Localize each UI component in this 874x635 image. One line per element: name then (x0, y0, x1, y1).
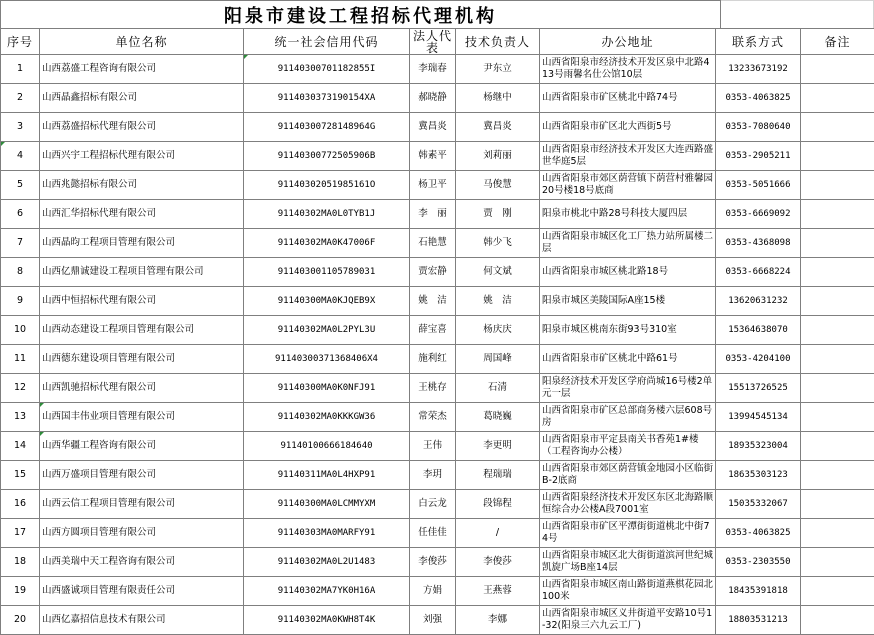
tech-lead-cell[interactable]: 何文斌 (456, 258, 540, 287)
remark-cell[interactable] (801, 461, 874, 490)
row-number-cell[interactable]: 2 (1, 84, 40, 113)
row-number-cell[interactable]: 11 (1, 345, 40, 374)
header-legal[interactable]: 法人代表 (410, 29, 456, 55)
phone-cell[interactable]: 13994545134 (716, 403, 801, 432)
address-cell[interactable]: 山西省阳泉市郊区荫营镇金地园小区临街B-2底商 (540, 461, 716, 490)
address-cell[interactable]: 山西省阳泉市矿区桃北中路61号 (540, 345, 716, 374)
header-name[interactable]: 单位名称 (40, 29, 244, 55)
legal-rep-cell[interactable]: 冀昌炎 (410, 113, 456, 142)
tech-lead-cell[interactable]: 周国峰 (456, 345, 540, 374)
title-empty-cell[interactable] (721, 0, 874, 28)
credit-code-cell[interactable]: 91140302MA0L2PYL3U (244, 316, 410, 345)
company-name-cell[interactable]: 山西德东建设项目管理有限公司 (40, 345, 244, 374)
tech-lead-cell[interactable]: 杨继中 (456, 84, 540, 113)
phone-cell[interactable]: 0353-6668224 (716, 258, 801, 287)
legal-rep-cell[interactable]: 韩素平 (410, 142, 456, 171)
credit-code-cell[interactable]: 91140300MA0K0NFJ91 (244, 374, 410, 403)
company-name-cell[interactable]: 山西中恒招标代理有限公司 (40, 287, 244, 316)
company-name-cell[interactable]: 山西晶昀工程项目管理有限公司 (40, 229, 244, 258)
table-row (1, 229, 874, 258)
credit-code-cell[interactable]: 91140303MA0MARFY91 (244, 519, 410, 548)
row-number-cell[interactable]: 7 (1, 229, 40, 258)
legal-rep-cell[interactable]: 王伟 (410, 432, 456, 461)
remark-cell[interactable] (801, 113, 874, 142)
row-number-cell[interactable]: 16 (1, 490, 40, 519)
credit-code-cell[interactable]: 91140300MA0KJQEB9X (244, 287, 410, 316)
remark-cell[interactable] (801, 200, 874, 229)
address-cell[interactable]: 山西省阳泉市城区南山路街道燕棋花园北100米 (540, 577, 716, 606)
address-cell[interactable]: 阳泉市桃北中路28号科技大厦四层 (540, 200, 716, 229)
company-name-cell[interactable]: 山西荔盛工程咨询有限公司 (40, 55, 244, 84)
row-number-cell[interactable]: 8 (1, 258, 40, 287)
tech-lead-cell[interactable]: 李更明 (456, 432, 540, 461)
phone-cell[interactable]: 0353-4204100 (716, 345, 801, 374)
credit-code-cell[interactable]: 91140302MA7YK0H16A (244, 577, 410, 606)
remark-cell[interactable] (801, 345, 874, 374)
address-cell[interactable]: 山西省阳泉市矿区桃北中路74号 (540, 84, 716, 113)
legal-rep-cell[interactable]: 方娟 (410, 577, 456, 606)
row-number-cell[interactable]: 13 (1, 403, 40, 432)
credit-code-cell[interactable]: 91140300728148964G (244, 113, 410, 142)
table-row (1, 113, 874, 142)
address-cell[interactable]: 山西省阳泉市城区桃北路18号 (540, 258, 716, 287)
header-code[interactable]: 统一社会信用代码 (244, 29, 410, 55)
table-row (1, 171, 874, 200)
remark-cell[interactable] (801, 171, 874, 200)
address-cell[interactable]: 阳泉市城区桃南东街93号310室 (540, 316, 716, 345)
company-name-cell[interactable]: 山西美瑞中天工程咨询有限公司 (40, 548, 244, 577)
credit-code-cell[interactable]: 91140300772505906B (244, 142, 410, 171)
credit-code-cell[interactable]: 91140300701182855I (244, 55, 410, 84)
tech-lead-cell[interactable]: 韩少飞 (456, 229, 540, 258)
phone-cell[interactable]: 0353-5051666 (716, 171, 801, 200)
phone-cell[interactable]: 18435391818 (716, 577, 801, 606)
tech-lead-cell[interactable]: 刘莉丽 (456, 142, 540, 171)
table-row (1, 403, 874, 432)
credit-code-cell[interactable]: 91140303731901​54XA (244, 84, 410, 113)
tech-lead-cell[interactable]: 杨庆庆 (456, 316, 540, 345)
table-row (1, 200, 874, 229)
legal-rep-cell[interactable]: 白云龙 (410, 490, 456, 519)
legal-rep-cell[interactable]: 贾宏静 (410, 258, 456, 287)
remark-cell[interactable] (801, 374, 874, 403)
remark-cell[interactable] (801, 55, 874, 84)
legal-rep-cell[interactable]: 刘强 (410, 606, 456, 635)
company-name-cell[interactable]: 山西盛诚项目管理有限责任公司 (40, 577, 244, 606)
row-number-cell[interactable]: 3 (1, 113, 40, 142)
table-row (1, 606, 874, 635)
credit-code-cell[interactable]: 91140302MA0KKKGW36 (244, 403, 410, 432)
remark-cell[interactable] (801, 84, 874, 113)
phone-cell[interactable]: 0353-4368098 (716, 229, 801, 258)
table-row (1, 432, 874, 461)
table-row (1, 490, 874, 519)
table-row (1, 577, 874, 606)
row-number-cell[interactable]: 20 (1, 606, 40, 635)
company-name-cell[interactable]: 山西晶鑫招标有限公司 (40, 84, 244, 113)
address-cell[interactable]: 山西省阳泉市矿区总部商务楼六层608号房 (540, 403, 716, 432)
table-row (1, 316, 874, 345)
phone-cell[interactable]: 0353-2303550 (716, 548, 801, 577)
address-cell[interactable]: 山西省阳泉经济技术开发区东区北海路顺恒综合办公楼A段7001室 (540, 490, 716, 519)
address-cell[interactable]: 阳泉经济技术开发区学府尚城16号楼2单元一层 (540, 374, 716, 403)
phone-cell[interactable]: 13620631232 (716, 287, 801, 316)
phone-cell[interactable]: 15364638070 (716, 316, 801, 345)
tech-lead-cell[interactable]: / (456, 519, 540, 548)
legal-rep-cell[interactable]: 常荣杰 (410, 403, 456, 432)
table-row (1, 519, 874, 548)
remark-cell[interactable] (801, 229, 874, 258)
row-number-cell[interactable]: 5 (1, 171, 40, 200)
credit-code-cell[interactable]: 91140302MA0K47006F (244, 229, 410, 258)
tech-lead-cell[interactable]: 李俊莎 (456, 548, 540, 577)
credit-code-cell[interactable]: 91140302MA0KWH8T4K (244, 606, 410, 635)
remark-cell[interactable] (801, 519, 874, 548)
credit-code-cell[interactable]: 91140302051985161O (244, 171, 410, 200)
row-number-cell[interactable]: 10 (1, 316, 40, 345)
header-addr[interactable]: 办公地址 (540, 29, 716, 55)
phone-cell[interactable]: 18935323004 (716, 432, 801, 461)
table-row (1, 287, 874, 316)
credit-code-cell[interactable]: 91140300MA0LCMMYXM (244, 490, 410, 519)
table-row (1, 345, 874, 374)
tech-lead-cell[interactable]: 姚 洁 (456, 287, 540, 316)
tech-lead-cell[interactable]: 冀昌炎 (456, 113, 540, 142)
row-number-cell[interactable]: 14 (1, 432, 40, 461)
tech-lead-cell[interactable]: 马俊慧 (456, 171, 540, 200)
company-name-cell[interactable]: 山西方圆项目管理有限公司 (40, 519, 244, 548)
row-number-cell[interactable]: 12 (1, 374, 40, 403)
header-phone[interactable]: 联系方式 (716, 29, 801, 55)
tech-lead-cell[interactable]: 葛晓巍 (456, 403, 540, 432)
address-cell[interactable]: 山西省阳泉市城区北大街街道滨河世纪城凯旋广场B座14层 (540, 548, 716, 577)
company-name-cell[interactable]: 山西汇华招标代理有限公司 (40, 200, 244, 229)
tech-lead-cell[interactable]: 贾 刚 (456, 200, 540, 229)
company-name-cell[interactable]: 山西万盛项目管理有限公司 (40, 461, 244, 490)
remark-cell[interactable] (801, 287, 874, 316)
remark-cell[interactable] (801, 577, 874, 606)
remark-cell[interactable] (801, 548, 874, 577)
remark-cell[interactable] (801, 316, 874, 345)
header-tech[interactable]: 技术负责人 (456, 29, 540, 55)
row-number-cell[interactable]: 15 (1, 461, 40, 490)
agency-table (0, 28, 874, 635)
company-name-cell[interactable]: 山西云信工程项目管理有限公司 (40, 490, 244, 519)
company-name-cell[interactable]: 山西华疆工程咨询有限公司 (40, 432, 244, 461)
phone-cell[interactable]: 18635303123 (716, 461, 801, 490)
legal-rep-cell[interactable]: 李瑞春 (410, 55, 456, 84)
phone-cell[interactable]: 13233673192 (716, 55, 801, 84)
legal-rep-cell[interactable]: 李俊莎 (410, 548, 456, 577)
table-row (1, 55, 874, 84)
phone-cell[interactable]: 0353-6669092 (716, 200, 801, 229)
table-row (1, 258, 874, 287)
address-cell[interactable]: 山西省阳泉市经济技术开发区泉中北路413号雨馨名仕公馆10层 (540, 55, 716, 84)
title-row (0, 0, 874, 28)
legal-rep-cell[interactable]: 杨卫平 (410, 171, 456, 200)
row-number-cell[interactable]: 18 (1, 548, 40, 577)
row-number-cell[interactable]: 6 (1, 200, 40, 229)
row-number-cell[interactable]: 9 (1, 287, 40, 316)
header-remark[interactable]: 备注 (801, 29, 874, 55)
phone-cell[interactable]: 0353-7080640 (716, 113, 801, 142)
address-cell[interactable]: 阳泉市城区美陵国际A座15楼 (540, 287, 716, 316)
phone-cell[interactable]: 0353-4063825 (716, 84, 801, 113)
address-cell[interactable]: 山西省阳泉市平定县南关书香苑1#楼（工程咨询办公楼） (540, 432, 716, 461)
sheet-title[interactable]: 阳泉市建设工程招标代理机构 (0, 0, 721, 28)
address-cell[interactable]: 山西省阳泉市矿区北大西街5号 (540, 113, 716, 142)
credit-code-cell[interactable]: 91140302MA0L2U1483 (244, 548, 410, 577)
table-row (1, 142, 874, 171)
address-cell[interactable]: 山西省阳泉市经济技术开发区大连西路盛世华庭5层 (540, 142, 716, 171)
company-name-cell[interactable]: 山西亿鼎诚建设工程项目管理有限公司 (40, 258, 244, 287)
legal-rep-cell[interactable]: 郝晓静 (410, 84, 456, 113)
phone-cell[interactable]: 0353-4063825 (716, 519, 801, 548)
company-name-cell[interactable]: 山西荔盛招标代理有限公司 (40, 113, 244, 142)
phone-cell[interactable]: 15035332067 (716, 490, 801, 519)
table-body (1, 55, 874, 635)
remark-cell[interactable] (801, 403, 874, 432)
company-name-cell[interactable]: 山西凯驰招标代理有限公司 (40, 374, 244, 403)
legal-rep-cell[interactable]: 石艳慧 (410, 229, 456, 258)
tech-lead-cell[interactable]: 段锦程 (456, 490, 540, 519)
row-number-cell[interactable]: 17 (1, 519, 40, 548)
row-number-cell[interactable]: 4 (1, 142, 40, 171)
header-no[interactable]: 序号 (1, 29, 40, 55)
remark-cell[interactable] (801, 432, 874, 461)
credit-code-cell[interactable]: 91140100666184640 (244, 432, 410, 461)
tech-lead-cell[interactable]: 石清 (456, 374, 540, 403)
phone-cell[interactable]: 18803531213 (716, 606, 801, 635)
phone-cell[interactable]: 15513726525 (716, 374, 801, 403)
credit-code-cell[interactable]: 911403001105789031 (244, 258, 410, 287)
table-row (1, 461, 874, 490)
credit-code-cell[interactable]: 91140311MA0L4HXP91 (244, 461, 410, 490)
legal-rep-cell[interactable]: 施利红 (410, 345, 456, 374)
remark-cell[interactable] (801, 490, 874, 519)
company-name-cell[interactable]: 山西动态建设工程项目管理有限公司 (40, 316, 244, 345)
company-name-cell[interactable]: 山西兴宇工程招标代理有限公司 (40, 142, 244, 171)
remark-cell[interactable] (801, 606, 874, 635)
credit-code-cell[interactable]: 91140300371368406X4 (244, 345, 410, 374)
legal-rep-cell[interactable]: 王桃存 (410, 374, 456, 403)
row-number-cell[interactable]: 19 (1, 577, 40, 606)
table-row (1, 374, 874, 403)
company-name-cell[interactable]: 山西亿嘉招信息技术有限公司 (40, 606, 244, 635)
table-row (1, 548, 874, 577)
header-row (1, 29, 874, 55)
credit-code-cell[interactable]: 91140302MA0L0TYB1J (244, 200, 410, 229)
phone-cell[interactable]: 0353-2905211 (716, 142, 801, 171)
legal-rep-cell[interactable]: 姚 洁 (410, 287, 456, 316)
company-name-cell[interactable]: 山西国丰伟业项目管理有限公司 (40, 403, 244, 432)
remark-cell[interactable] (801, 258, 874, 287)
company-name-cell[interactable]: 山西兆懿招标有限公司 (40, 171, 244, 200)
table-row (1, 84, 874, 113)
address-cell[interactable]: 山西省阳泉市矿区平潭街街道桃北中街74号 (540, 519, 716, 548)
address-cell[interactable]: 山西省阳泉市城区义井街道平安路10号1-32(阳泉三六九云工厂) (540, 606, 716, 635)
legal-rep-cell[interactable]: 薛宝喜 (410, 316, 456, 345)
row-number-cell[interactable]: 1 (1, 55, 40, 84)
address-cell[interactable]: 山西省阳泉市郊区荫营镇下荫营村雅馨园20号楼18号底商 (540, 171, 716, 200)
tech-lead-cell[interactable]: 程瑞瑞 (456, 461, 540, 490)
remark-cell[interactable] (801, 142, 874, 171)
tech-lead-cell[interactable]: 尹东立 (456, 55, 540, 84)
tech-lead-cell[interactable]: 王燕蓉 (456, 577, 540, 606)
tech-lead-cell[interactable]: 李娜 (456, 606, 540, 635)
address-cell[interactable]: 山西省阳泉市城区化工厂热力站所属楼二层 (540, 229, 716, 258)
legal-rep-cell[interactable]: 李 丽 (410, 200, 456, 229)
legal-rep-cell[interactable]: 任佳佳 (410, 519, 456, 548)
legal-rep-cell[interactable]: 李玥 (410, 461, 456, 490)
